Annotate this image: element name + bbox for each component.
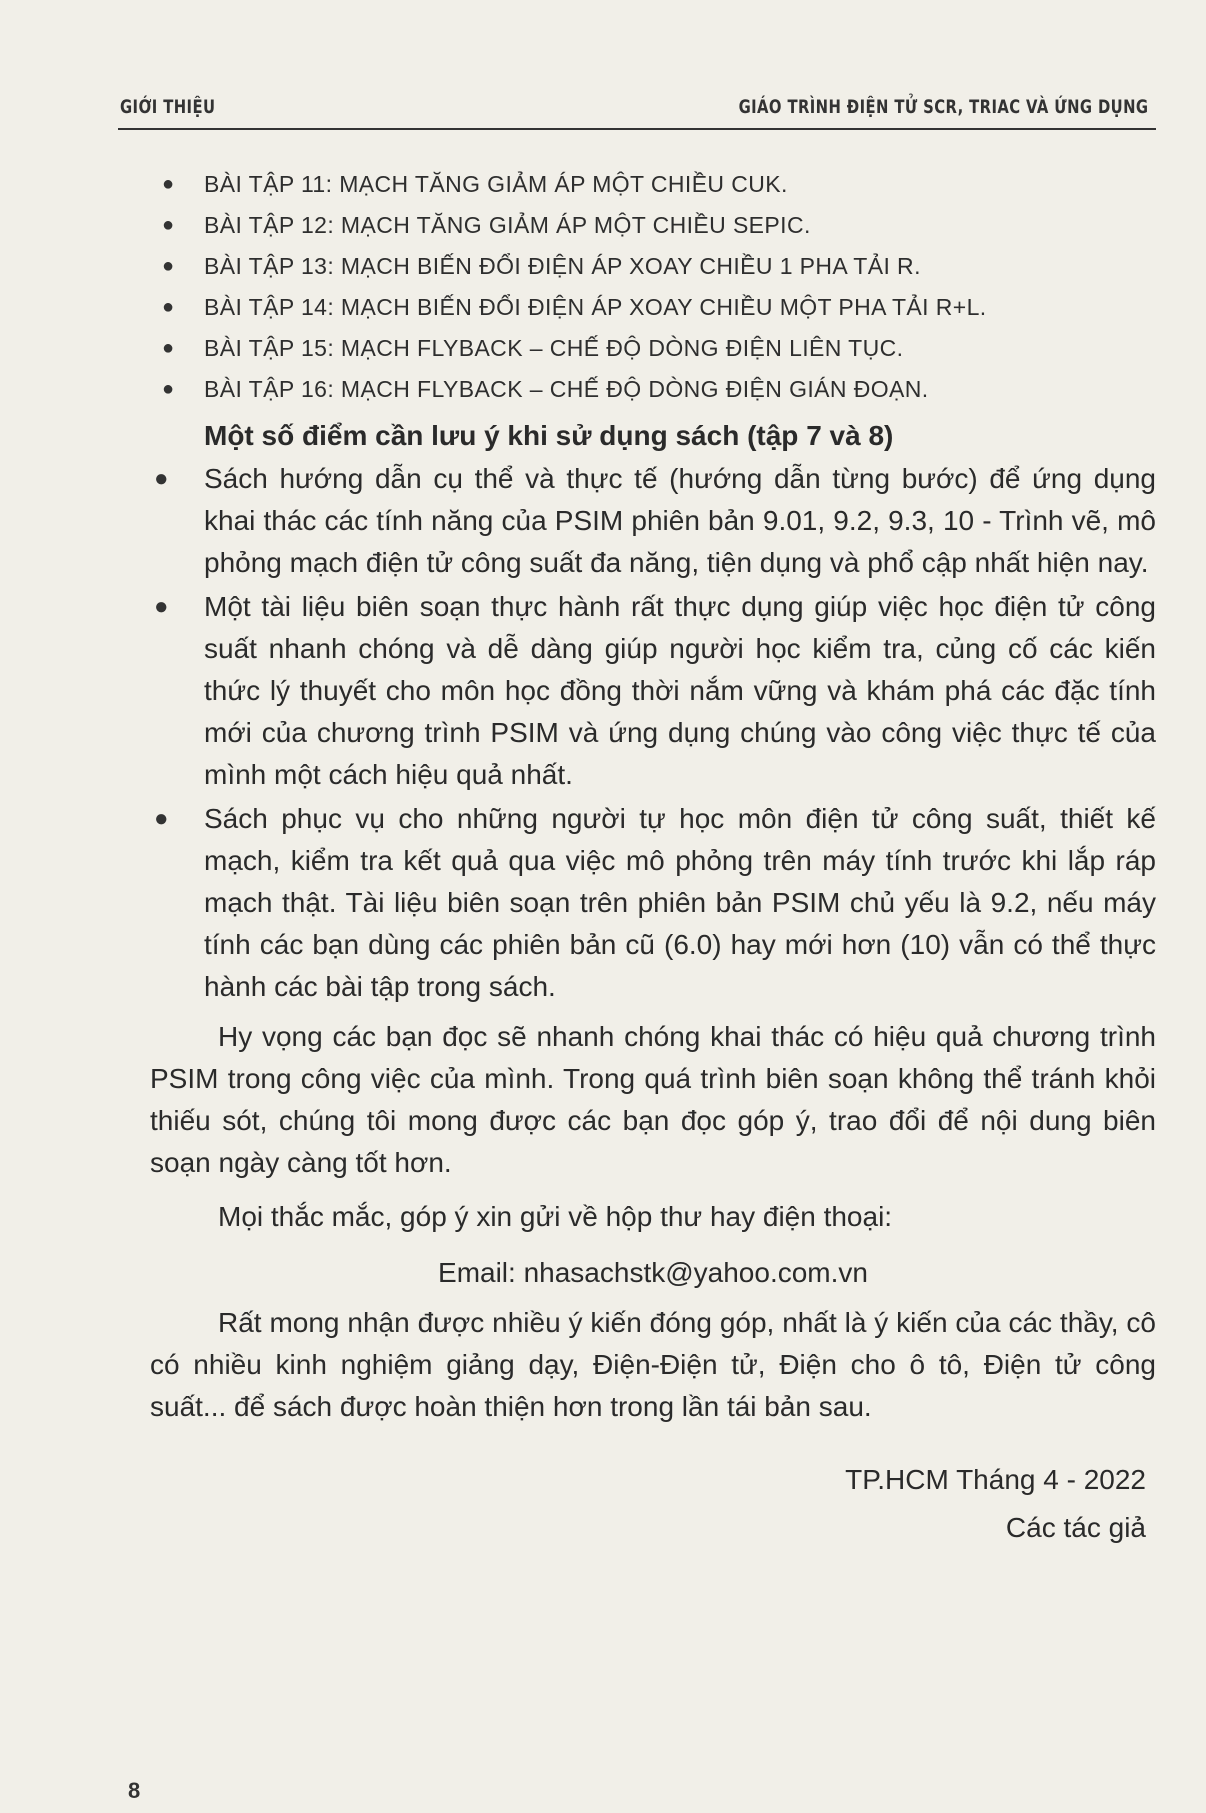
- note-item: ● Sách phục vụ cho những người tự học môn điện tử công suất, thiết kế mạch, kiểm tra kết quả qua việc mô phỏng trên máy tính trước khi lắp ráp mạch thật. Tài liệu biên soạn trên phiên bản PSIM chủ yếu là 9.2, nếu máy tính các bạn dùng các phiên bản cũ (6.0) hay mới hơn (10) vẫn có thể thực hành các bài tập trong sách.: [150, 798, 1156, 1008]
- contact-email: Email: nhasachstk@yahoo.com.vn: [438, 1257, 868, 1288]
- bullet-icon: ●: [162, 378, 175, 400]
- contact-paragraph: Mọi thắc mắc, góp ý xin gửi về hộp thư hay điện thoại:: [218, 1201, 893, 1232]
- bullet-icon: ●: [154, 465, 169, 492]
- exercise-item: ● BÀI TẬP 11: MẠCH TĂNG GIẢM ÁP MỘT CHIỀU CUK.: [150, 164, 1156, 205]
- exercise-list: [150, 164, 1156, 410]
- running-header-right: GIÁO TRÌNH ĐIỆN TỬ SCR, TRIAC VÀ ỨNG DỤNG: [738, 96, 1148, 118]
- hope-paragraph: Hy vọng các bạn đọc sẽ nhanh chóng khai thác có hiệu quả chương trình PSIM trong công việc của mình. Trong quá trình biên soạn không thể tránh khỏi thiếu sót, chúng tôi mong được các bạn đọc góp ý, trao đổi để nội dung biên soạn ngày càng tốt hơn.: [150, 1021, 1156, 1178]
- signature-authors: Các tác giả: [1005, 1512, 1146, 1543]
- page-content: [150, 164, 1156, 1552]
- exercise-item: ● BÀI TẬP 16: MẠCH FLYBACK – CHẾ ĐỘ DÒNG ĐIỆN GIÁN ĐOẠN.: [150, 369, 1156, 410]
- page-number: 8: [128, 1778, 141, 1803]
- exercise-item: ● BÀI TẬP 13: MẠCH BIẾN ĐỔI ĐIỆN ÁP XOAY CHIỀU 1 PHA TẢI R.: [150, 246, 1156, 287]
- bullet-icon: ●: [162, 173, 175, 195]
- bullet-icon: ●: [154, 805, 169, 832]
- bullet-icon: ●: [162, 214, 175, 236]
- exercise-item: ● BÀI TẬP 15: MẠCH FLYBACK – CHẾ ĐỘ DÒNG ĐIỆN LIÊN TỤC.: [150, 328, 1156, 369]
- bullet-icon: ●: [162, 255, 175, 277]
- bullet-icon: ●: [162, 337, 175, 359]
- exercise-item: ● BÀI TẬP 12: MẠCH TĂNG GIẢM ÁP MỘT CHIỀU SEPIC.: [150, 205, 1156, 246]
- note-item: ● Sách hướng dẫn cụ thể và thực tế (hướng dẫn từng bước) để ứng dụng khai thác các tính năng của PSIM phiên bản 9.01, 9.2, 9.3, 10 - Trình vẽ, mô phỏng mạch điện tử công suất đa năng, tiện dụng và phổ cập nhất hiện nay.: [150, 458, 1156, 584]
- exercise-item: ● BÀI TẬP 14: MẠCH BIẾN ĐỔI ĐIỆN ÁP XOAY CHIỀU MỘT PHA TẢI R+L.: [150, 287, 1156, 328]
- bullet-icon: ●: [154, 593, 169, 620]
- note-item: ● Một tài liệu biên soạn thực hành rất thực dụng giúp việc học điện tử công suất nhanh chóng và dễ dàng giúp người học kiểm tra, củng cố các kiến thức lý thuyết cho môn học đồng thời nắm vững và khám phá các đặc tính mới của chương trình PSIM và ứng dụng chúng vào công việc thực tế của mình một cách hiệu quả nhất.: [150, 586, 1156, 796]
- signature-date: TP.HCM Tháng 4 - 2022: [845, 1464, 1146, 1495]
- notes-list: [150, 458, 1156, 1008]
- running-header-left: GIỚI THIỆU: [120, 96, 216, 118]
- header-rule: [118, 128, 1156, 130]
- wish-paragraph: Rất mong nhận được nhiều ý kiến đóng góp, nhất là ý kiến của các thầy, cô có nhiều kinh nghiệm giảng dạy, Điện-Điện tử, Điện cho ô tô, Điện tử công suất... để sách được hoàn thiện hơn trong lần tái bản sau.: [150, 1307, 1156, 1422]
- bullet-icon: ●: [162, 296, 175, 318]
- notes-heading: Một số điểm cần lưu ý khi sử dụng sách (tập 7 và 8): [204, 420, 894, 451]
